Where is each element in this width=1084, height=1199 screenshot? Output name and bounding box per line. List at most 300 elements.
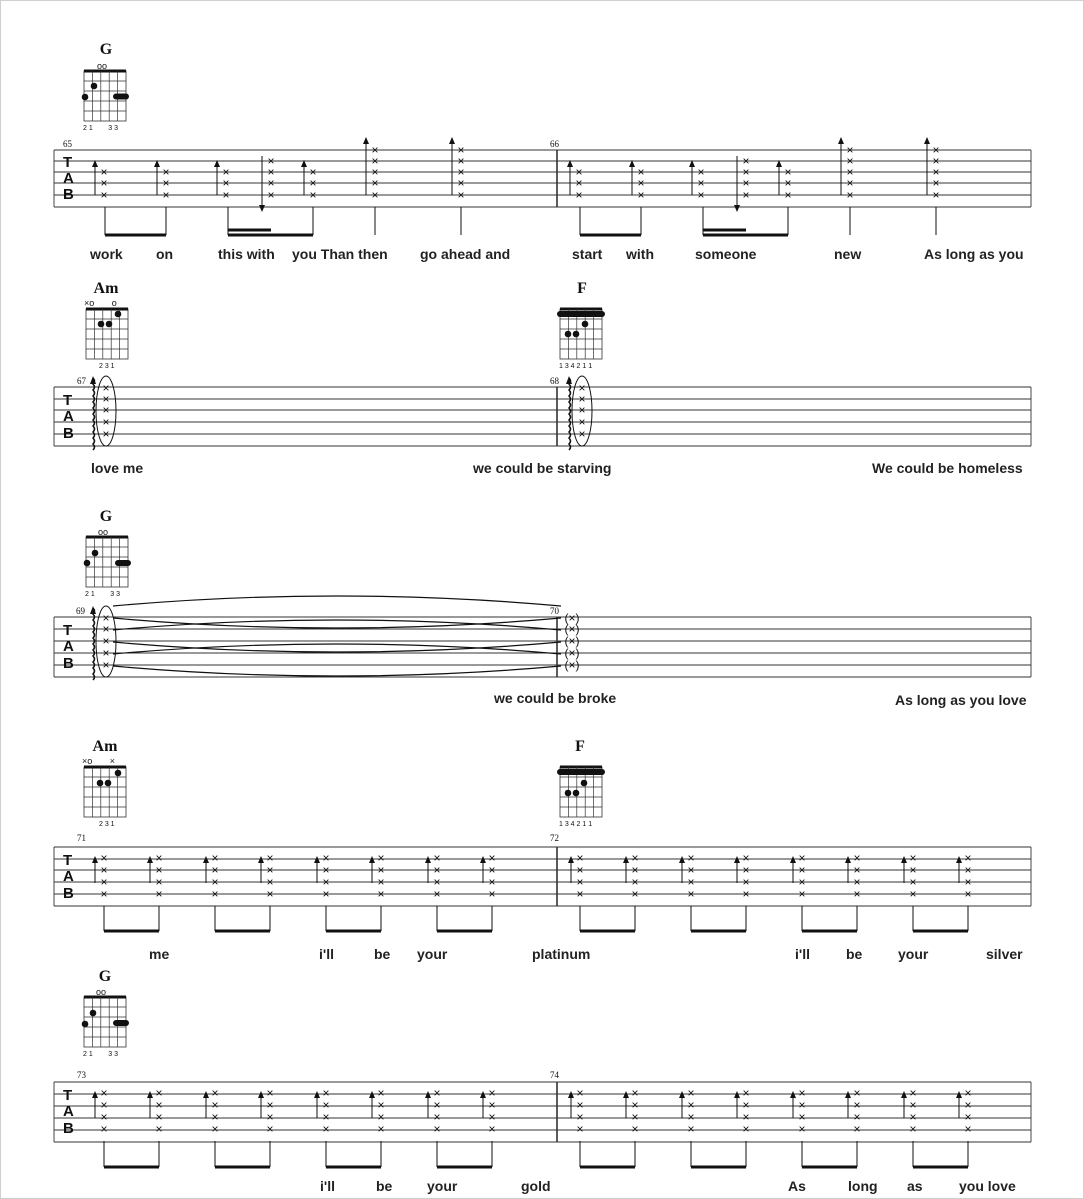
dead-note-x: × <box>322 1110 330 1124</box>
upstroke-arrow <box>901 856 907 863</box>
dead-note-x: × <box>267 176 275 190</box>
lyric: As long as you love <box>895 692 1027 708</box>
dead-note-x: × <box>100 1122 108 1136</box>
dead-note-x: × <box>853 887 861 901</box>
dead-note-x: × <box>433 863 441 877</box>
dead-note-x: × <box>155 851 163 865</box>
dead-note-x: × <box>631 1098 639 1112</box>
dead-note-x: × <box>322 875 330 889</box>
chord-diagram-f <box>557 280 605 370</box>
dead-note-x: × <box>266 863 274 877</box>
dead-note-x: × <box>798 887 806 901</box>
svg-text:T: T <box>63 622 73 639</box>
dead-note-x: × <box>742 863 750 877</box>
dead-note-x: × <box>637 176 645 190</box>
dead-note-x: × <box>578 403 586 417</box>
dead-note-x: × <box>100 887 108 901</box>
strum-notes <box>92 1086 972 1167</box>
strum-notes <box>92 851 972 931</box>
chord-name: Am <box>93 280 119 297</box>
open-string-markers: ×o × <box>82 756 116 766</box>
dead-note-x: × <box>266 887 274 901</box>
finger-numbers: 1 3 4 2 1 1 <box>559 821 593 828</box>
dead-note-x: × <box>964 1098 972 1112</box>
dead-note-x: × <box>457 143 465 157</box>
dead-note-x: × <box>932 188 940 202</box>
dead-note-x: × <box>162 176 170 190</box>
dead-note-x: × <box>798 863 806 877</box>
dead-note-x: × <box>964 1110 972 1124</box>
dead-note-x: × <box>575 176 583 190</box>
dead-note-x: × <box>631 1110 639 1124</box>
dead-note-x: × <box>322 851 330 865</box>
dead-note-x: × <box>102 634 110 648</box>
chord-name: Am <box>92 738 118 755</box>
upstroke-arrow <box>924 137 930 144</box>
finger-numbers: 1 3 4 2 1 1 <box>559 363 593 370</box>
dead-note-x: × <box>742 1086 750 1100</box>
open-string-markers: oo <box>98 527 109 537</box>
upstroke-arrow <box>314 1091 320 1098</box>
dead-note-x: × <box>488 1122 496 1136</box>
finger-numbers: 2 3 1 <box>99 363 115 370</box>
dead-note-x: × <box>853 1110 861 1124</box>
measure-number: 68 <box>550 376 559 386</box>
dead-note-x: × <box>309 176 317 190</box>
dead-note-x: × <box>853 1086 861 1100</box>
dead-note-x: × <box>266 851 274 865</box>
measure-number: 65 <box>63 139 72 149</box>
dead-note-x: × <box>742 165 750 179</box>
dead-note-x: × <box>846 176 854 190</box>
downstroke-arrow <box>259 205 265 212</box>
dead-note-x: × <box>162 165 170 179</box>
dead-note-x: × <box>211 887 219 901</box>
dead-note-x: × <box>488 887 496 901</box>
lyric: you love <box>959 1178 1016 1194</box>
upstroke-arrow <box>480 856 486 863</box>
dead-note-x: × <box>377 863 385 877</box>
tied-arpeggio-chord <box>90 596 580 680</box>
lyrics-line <box>149 946 1023 962</box>
svg-text:B: B <box>63 885 74 902</box>
tab-staff <box>54 387 1031 446</box>
arpeggio-wave <box>93 378 95 450</box>
upstroke-arrow <box>790 856 796 863</box>
tab-staff <box>54 847 1031 906</box>
dead-note-x: × <box>697 176 705 190</box>
dead-note-x: × <box>102 381 110 395</box>
svg-text:T: T <box>63 392 73 409</box>
dead-note-x: × <box>631 863 639 877</box>
dead-note-x: × <box>798 1098 806 1112</box>
dead-note-x: × <box>377 851 385 865</box>
upstroke-arrow <box>623 856 629 863</box>
dead-note-x: × <box>687 887 695 901</box>
dead-note-x: × <box>853 1122 861 1136</box>
dead-note-x: × <box>100 165 108 179</box>
finger-numbers: 2 3 1 <box>99 821 115 828</box>
dead-note-x: × <box>578 392 586 406</box>
dead-note-x: × <box>697 188 705 202</box>
dead-note-x: × <box>576 887 584 901</box>
dead-note-x: × <box>964 887 972 901</box>
dead-note-x: × <box>687 1110 695 1124</box>
dead-note-x: × <box>211 1098 219 1112</box>
svg-text:B: B <box>63 186 74 203</box>
dead-note-x: × <box>222 188 230 202</box>
lyric: silver <box>986 946 1023 962</box>
dead-note-x: × <box>222 165 230 179</box>
tab-staff <box>54 1082 1031 1142</box>
dead-note-x: × <box>932 143 940 157</box>
upstroke-arrow <box>679 1091 685 1098</box>
dead-note-x: × <box>742 875 750 889</box>
dead-note-x: × <box>433 887 441 901</box>
dead-note-x: × <box>155 887 163 901</box>
chord-diagram-g <box>82 41 129 132</box>
dead-note-x: × <box>784 176 792 190</box>
svg-text:T: T <box>63 154 73 171</box>
dead-note-x: × <box>211 863 219 877</box>
dead-note-x: × <box>853 851 861 865</box>
dead-note-x: × <box>211 1122 219 1136</box>
lyric: new <box>834 246 862 262</box>
open-string-markers: oo <box>97 61 108 71</box>
measure-number: 73 <box>77 1070 86 1080</box>
dead-note-x: × <box>964 851 972 865</box>
dead-note-x: × <box>457 165 465 179</box>
dead-note-x: × <box>102 427 110 441</box>
lyric: you Than then <box>292 246 388 262</box>
dead-note-x: × <box>798 1086 806 1100</box>
lyric: on <box>156 246 174 262</box>
dead-note-x: × <box>102 611 110 625</box>
dead-note-x: × <box>488 863 496 877</box>
system-4 <box>54 738 1031 962</box>
tie-arc <box>113 596 561 606</box>
dead-note-x: × <box>631 851 639 865</box>
dead-note-x: × <box>322 1086 330 1100</box>
measure-number: 72 <box>550 833 559 843</box>
dead-note-x: × <box>266 1086 274 1100</box>
svg-text:B: B <box>63 425 74 442</box>
dead-note-x: × <box>687 1086 695 1100</box>
dead-note-x: × <box>100 188 108 202</box>
dead-note-x: × <box>853 875 861 889</box>
dead-note-x: × <box>162 188 170 202</box>
dead-note-x: × <box>742 176 750 190</box>
lyric: platinum <box>532 946 591 962</box>
dead-note-x: × <box>102 403 110 417</box>
dead-note-x: × <box>377 875 385 889</box>
dead-note-x: × <box>457 176 465 190</box>
dead-note-x: × <box>488 1110 496 1124</box>
upstroke-arrow <box>203 1091 209 1098</box>
dead-note-x: × <box>457 154 465 168</box>
lyric: we could be starving <box>473 460 612 476</box>
dead-note-x: × <box>576 1122 584 1136</box>
downstroke-arrow <box>734 205 740 212</box>
upstroke-arrow <box>956 856 962 863</box>
dead-note-x: × <box>309 165 317 179</box>
dead-note-x: × <box>377 1110 385 1124</box>
lyric: we could be broke <box>494 690 617 706</box>
dead-note-x: × <box>631 1122 639 1136</box>
svg-text:B: B <box>63 1120 74 1137</box>
dead-note-x: × <box>576 875 584 889</box>
dead-note-x: × <box>266 875 274 889</box>
chord-diagram-g <box>82 968 129 1058</box>
tab-clef <box>63 1087 74 1137</box>
dead-note-x: × <box>575 165 583 179</box>
measure-number: 74 <box>550 1070 559 1080</box>
dead-note-x: × <box>846 154 854 168</box>
dead-note-x: × <box>909 1086 917 1100</box>
dead-note-x: × <box>631 875 639 889</box>
upstroke-arrow <box>901 1091 907 1098</box>
tie-arc <box>113 666 561 676</box>
upstroke-arrow <box>568 856 574 863</box>
dead-note-x: × <box>631 1086 639 1100</box>
dead-note-x: × <box>377 887 385 901</box>
upstroke-arrow <box>734 1091 740 1098</box>
lyric: As long as you <box>924 246 1024 262</box>
dead-note-x: × <box>371 188 379 202</box>
upstroke-arrow <box>425 856 431 863</box>
dead-note-x: × <box>266 1110 274 1124</box>
dead-note-x: × <box>155 863 163 877</box>
dead-note-x: × <box>371 176 379 190</box>
lyric: i'll <box>319 946 334 962</box>
dead-note-x: × <box>211 1086 219 1100</box>
dead-note-x: × <box>488 1098 496 1112</box>
dead-note-x: × <box>433 875 441 889</box>
tab-clef <box>63 622 74 672</box>
upstroke-arrow <box>845 1091 851 1098</box>
system-5 <box>54 968 1031 1194</box>
upstroke-arrow <box>369 1091 375 1098</box>
tab-clef <box>63 852 74 902</box>
dead-note-x: × <box>322 887 330 901</box>
dead-note-x: × <box>433 1122 441 1136</box>
lyric: As <box>788 1178 806 1194</box>
upstroke-arrow <box>568 1091 574 1098</box>
dead-note-x: × <box>742 1110 750 1124</box>
chord-name: G <box>99 41 113 58</box>
dead-note-x: × <box>222 176 230 190</box>
dead-note-x: × <box>488 851 496 865</box>
dead-note-x: × <box>576 851 584 865</box>
dead-note-x: × <box>267 188 275 202</box>
arpeggio-wave <box>569 378 571 450</box>
dead-note-x: × <box>631 887 639 901</box>
upstroke-arrow <box>956 1091 962 1098</box>
dead-note-x: × <box>909 1122 917 1136</box>
dead-note-x: × <box>742 154 750 168</box>
dead-note-x: × <box>578 415 586 429</box>
upstroke-arrow <box>369 856 375 863</box>
system-2 <box>54 280 1031 476</box>
dead-note-x: × <box>322 863 330 877</box>
lyrics-line <box>91 460 1023 476</box>
lyric: as <box>907 1178 923 1194</box>
dead-note-x: × <box>377 1122 385 1136</box>
upstroke-arrow <box>449 137 455 144</box>
lyrics-line <box>320 1178 1016 1194</box>
dead-note-x: × <box>433 1110 441 1124</box>
dead-note-x: × <box>687 863 695 877</box>
dead-note-x: × <box>932 176 940 190</box>
dead-note-x: × <box>798 1122 806 1136</box>
dead-note-x: × <box>637 165 645 179</box>
dead-note-x: × <box>742 1098 750 1112</box>
dead-note-x: × <box>576 1110 584 1124</box>
lyric: i'll <box>795 946 810 962</box>
lyric: with <box>626 246 654 262</box>
dead-note-x: × <box>578 427 586 441</box>
measure-number: 67 <box>77 376 86 386</box>
tablature-score <box>1 1 1083 1198</box>
dead-note-x: × <box>637 188 645 202</box>
lyric: this with <box>218 246 275 262</box>
upstroke-arrow <box>838 137 844 144</box>
dead-note-x: × <box>909 875 917 889</box>
dead-note-x: × <box>964 1122 972 1136</box>
lyric: me <box>149 946 170 962</box>
svg-text:A: A <box>63 638 74 655</box>
upstroke-arrow <box>92 856 98 863</box>
svg-text:A: A <box>63 170 74 187</box>
lyric: be <box>374 946 391 962</box>
dead-note-x: × <box>102 415 110 429</box>
dead-note-x: × <box>266 1122 274 1136</box>
dead-note-x: × <box>433 1098 441 1112</box>
dead-note-x: × <box>267 165 275 179</box>
svg-text:T: T <box>63 852 73 869</box>
upstroke-arrow <box>679 856 685 863</box>
lyric: i'll <box>320 1178 335 1194</box>
dead-note-x: × <box>964 863 972 877</box>
dead-note-x: × <box>155 1086 163 1100</box>
dead-note-x: × <box>909 887 917 901</box>
dead-note-x: × <box>909 1110 917 1124</box>
finger-numbers: 2 1 3 3 <box>83 125 119 132</box>
dead-note-x: × <box>909 851 917 865</box>
upstroke-arrow <box>147 1091 153 1098</box>
measure-number: 66 <box>550 139 559 149</box>
lyric: your <box>427 1178 458 1194</box>
dead-note-x: × <box>100 851 108 865</box>
tab-staff <box>54 150 1031 207</box>
open-string-markers: oo <box>96 987 107 997</box>
chord-diagram-am <box>84 280 128 370</box>
tied-dead-note: (×) <box>564 634 580 648</box>
dead-note-x: × <box>266 1098 274 1112</box>
arpeggio-wave <box>93 608 95 680</box>
chord-name: G <box>98 968 112 985</box>
dead-note-x: × <box>576 1086 584 1100</box>
upstroke-arrow <box>845 856 851 863</box>
dead-note-x: × <box>457 188 465 202</box>
dead-note-x: × <box>687 851 695 865</box>
chord-name: F <box>577 280 587 297</box>
dead-note-x: × <box>155 1110 163 1124</box>
upstroke-arrow <box>363 137 369 144</box>
dead-note-x: × <box>100 1098 108 1112</box>
dead-note-x: × <box>909 1098 917 1112</box>
dead-note-x: × <box>211 1110 219 1124</box>
finger-numbers: 2 1 3 3 <box>83 1051 119 1058</box>
dead-note-x: × <box>155 875 163 889</box>
dead-note-x: × <box>798 1110 806 1124</box>
dead-note-x: × <box>798 875 806 889</box>
lyric: be <box>846 946 863 962</box>
lyric: someone <box>695 246 757 262</box>
chord-name: G <box>99 508 113 525</box>
dead-note-x: × <box>488 875 496 889</box>
upstroke-arrow <box>203 856 209 863</box>
dead-note-x: × <box>576 1098 584 1112</box>
lyric: start <box>572 246 603 262</box>
chord-diagram-g <box>84 508 131 598</box>
svg-text:A: A <box>63 1103 74 1120</box>
dead-note-x: × <box>102 646 110 660</box>
upstroke-arrow <box>314 856 320 863</box>
dead-note-x: × <box>211 851 219 865</box>
dead-note-x: × <box>433 851 441 865</box>
tied-dead-note: (×) <box>564 658 580 672</box>
upstroke-arrow <box>258 1091 264 1098</box>
dead-note-x: × <box>377 1098 385 1112</box>
dead-note-x: × <box>687 1122 695 1136</box>
dead-note-x: × <box>377 1086 385 1100</box>
dead-note-x: × <box>267 154 275 168</box>
lyrics-line <box>493 690 1027 708</box>
dead-note-x: × <box>100 176 108 190</box>
dead-note-x: × <box>697 165 705 179</box>
dead-note-x: × <box>102 392 110 406</box>
upstroke-arrow <box>92 1091 98 1098</box>
dead-note-x: × <box>155 1122 163 1136</box>
tied-dead-note: (×) <box>564 646 580 660</box>
dead-note-x: × <box>742 1122 750 1136</box>
dead-note-x: × <box>742 851 750 865</box>
dead-note-x: × <box>798 851 806 865</box>
svg-text:A: A <box>63 408 74 425</box>
dead-note-x: × <box>371 154 379 168</box>
measure-number: 70 <box>550 606 559 616</box>
dead-note-x: × <box>784 165 792 179</box>
dead-note-x: × <box>322 1122 330 1136</box>
upstroke-arrow <box>258 856 264 863</box>
dead-note-x: × <box>687 875 695 889</box>
dead-note-x: × <box>575 188 583 202</box>
upstroke-arrow <box>623 1091 629 1098</box>
dead-note-x: × <box>371 143 379 157</box>
dead-note-x: × <box>100 875 108 889</box>
lyric: your <box>898 946 929 962</box>
lyric: long <box>848 1178 878 1194</box>
lyric: We could be homeless <box>872 460 1023 476</box>
chord-diagram-f <box>557 738 605 828</box>
dead-note-x: × <box>742 188 750 202</box>
upstroke-arrow <box>790 1091 796 1098</box>
chord-diagram-am <box>82 738 126 828</box>
dead-note-x: × <box>853 1098 861 1112</box>
dead-note-x: × <box>211 875 219 889</box>
measure-number: 69 <box>76 606 85 616</box>
